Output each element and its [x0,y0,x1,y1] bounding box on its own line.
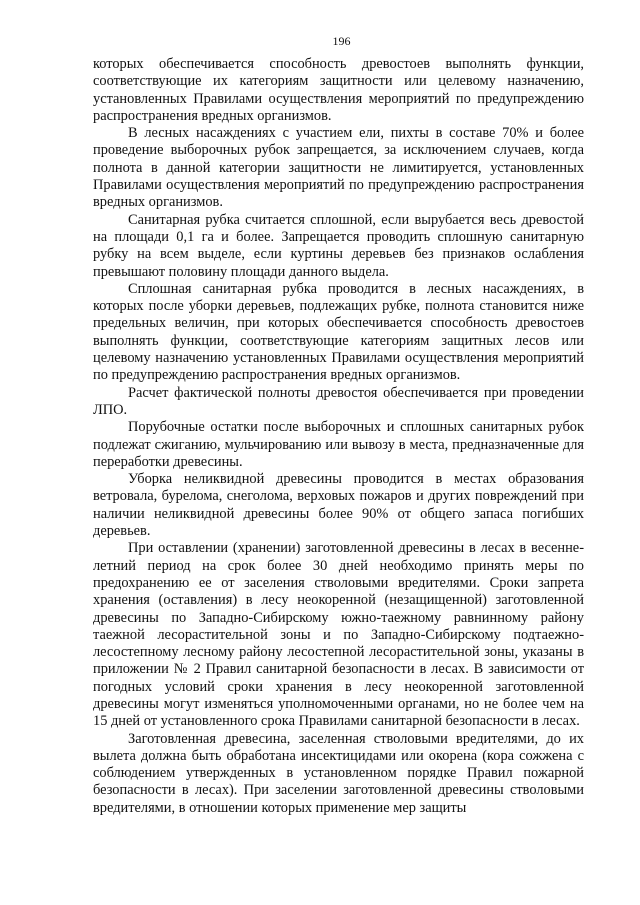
paragraph-5: Расчет фактической полноты древостоя обеспечивается при проведении ЛПО. [93,384,584,418]
paragraph-8: При оставлении (хранении) заготовленной древесины в лесах в весенне-летний период на срок более 30 дней необходимо принять меры по предохранению ее от заселения стволовыми вредителями. Сроки запрета хранения (оставления) в лесу неокоренной (незащищенной) заготовленной древесины по Западно-Сибирскому южно-таежному равнинному району таежной лесорастительной зоны и по Западно-Сибирскому подтаежно-лесостепному лесному району лесостепной лесорастительной зоны, указаны в приложении № 2 Правил санитарной безопасности в лесах. В зависимости от погодных условий сроки хранения в лесу неокоренной заготовленной древесины могут изменяться уполномоченными органами, но не более чем на 15 дней от установленного срока Правилами санитарной безопасности в лесах. [93,540,584,730]
paragraph-7: Уборка неликвидной древесины проводится в местах образования ветровала, бурелома, снеголома, верховых пожаров и других повреждений при наличии неликвидной древесины более 90% от общего запаса погибших деревьев. [93,471,584,540]
page-number: 196 [332,34,351,48]
paragraph-9: Заготовленная древесина, заселенная стволовыми вредителями, до их вылета должна быть обработана инсектицидами или окорена (кора сожжена с соблюдением утвержденных в установленном порядке Правил пожарной безопасности в лесах). При заселении заготовленной древесины стволовыми вредителями, в отношении которых применение мер защиты [93,730,584,816]
paragraph-4: Сплошная санитарная рубка проводится в лесных насаждениях, в которых после уборки деревьев, подлежащих рубке, полнота становится ниже предельных величин, при которых обеспечивается способность древостоев выполнять функции, соответствующие категориям защитных лесов или целевому назначению установленных Правилами осуществления мероприятий по предупреждению распространения вредных организмов. [93,280,584,384]
paragraph-1: которых обеспечивается способность древостоев выполнять функции, соответствующие их категориям защитности или целевому назначению, установленных Правилами осуществления мероприятий по предупреждению распространения вредных организмов. [93,56,584,124]
body-text [93,56,584,817]
paragraph-6: Порубочные остатки после выборочных и сплошных санитарных рубок подлежат сжиганию, мульчированию или вывозу в места, предназначенные для переработки древесины. [93,419,584,470]
paragraph-3: Санитарная рубка считается сплошной, если вырубается весь древостой на площади 0,1 га и более. Запрещается проводить сплошную санитарную рубку на всем выделе, если куртины деревьев без признаков ослабления превышают половину площади данного выдела. [93,211,584,280]
paragraph-2: В лесных насаждениях с участием ели, пихты в составе 70% и более проведение выборочных рубок запрещается, за исключением случаев, когда полнота в данной категории защитности не лимитируется, установленных Правилами осуществления мероприятий по предупреждению распространения вредных организмов. [93,125,584,211]
